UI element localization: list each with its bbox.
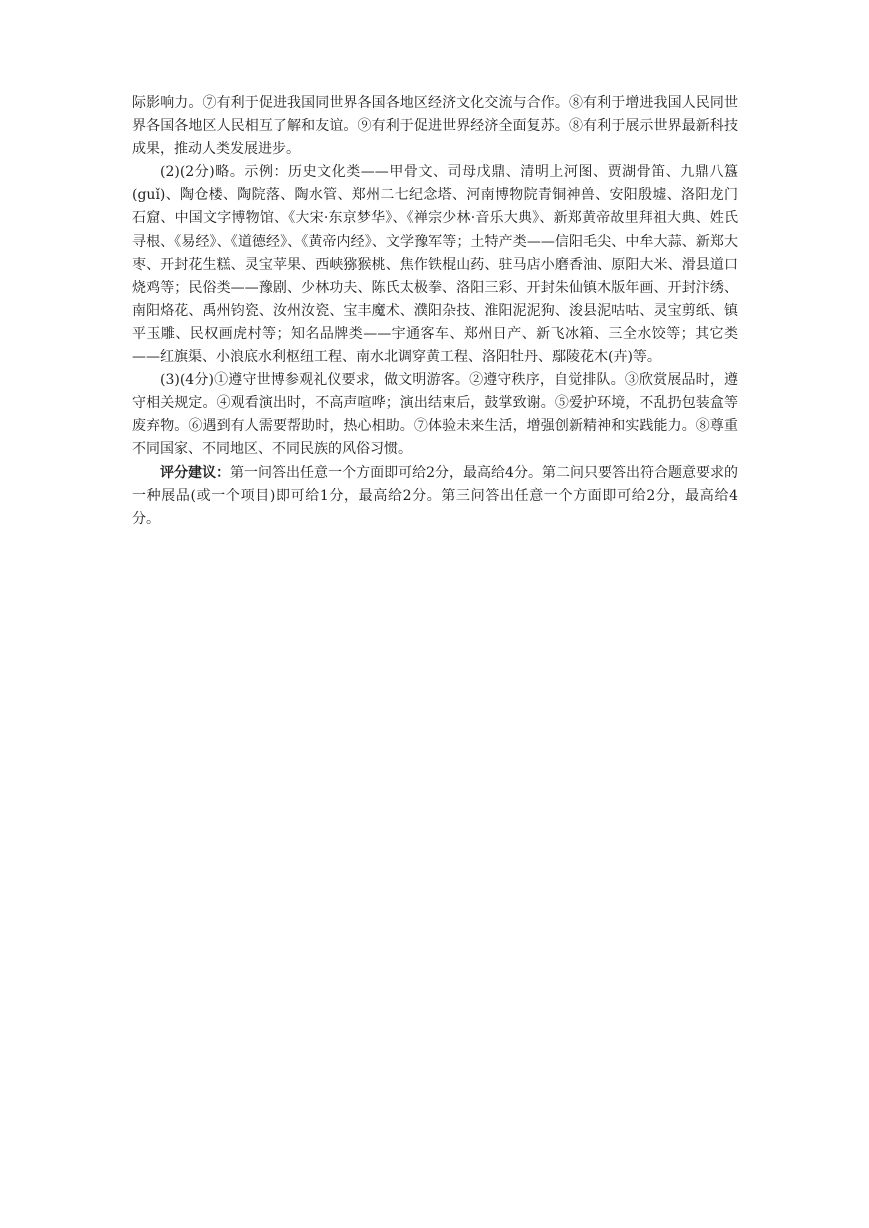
answer-paragraph-3: (3)(4分)①遵守世博参观礼仪要求，做文明游客。②遵守秩序，自觉排队。③欣赏展品时，遵守相关规定。④观看演出时，不高声喧哗；演出结束后，鼓掌致谢。⑤爱护环境，不乱扔包装盒等废弃物。⑥遇到有人需要帮助时，热心相助。⑦体验未来生活，增强创新精神和实践能力。⑧尊重不同国家、不同地区、不同民族的风俗习惯。 [132, 372, 738, 458]
scoring-text: 第一问答出任意一个方面即可给2分，最高给4分。第二问只要答出符合题意要求的一种展品(或一个项目)即可给1分，最高给2分。第三问答出任意一个方面即可给2分，最高给4分。 [132, 464, 739, 527]
answer-paragraph-1: 际影响力。⑦有利于促进我国同世界各国各地区经济文化交流与合作。⑧有利于增进我国人民同世界各国各地区人民相互了解和友谊。⑨有利于促进世界经济全面复苏。⑧有利于展示世界最新科技成果，推动人类发展进步。 [132, 95, 738, 158]
scoring-paragraph [132, 462, 738, 531]
answer-document [132, 92, 738, 531]
answer-paragraph-2: (2)(2分)略。示例：历史文化类——甲骨文、司母戊鼎、清明上河图、贾湖骨笛、九鼎八簋(guǐ)、陶仓楼、陶院落、陶水管、郑州二七纪念塔、河南博物院青铜神兽、安阳殷墟、洛阳龙门石窟、中国文字博物馆、《大宋·东京梦华》、《禅宗少林·音乐大典》、新郑黄帝故里拜祖大典、姓氏寻根、《易经》、《道德经》、《黄帝内经》、文学豫军等；土特产类——信阳毛尖、中牟大蒜、新郑大枣、开封花生糕、灵宝苹果、西峡猕猴桃、焦作铁棍山药、驻马店小磨香油、原阳大米、滑县道口烧鸡等；民俗类——豫剧、少林功夫、陈氏太极拳、洛阳三彩、开封朱仙镇木版年画、开封汴绣、南阳烙花、禹州钧瓷、汝州汝瓷、宝丰魔术、濮阳杂技、淮阳泥泥狗、浚县泥咕咕、灵宝剪纸、镇平玉雕、民权画虎村等；知名品牌类——宇通客车、郑州日产、新飞冰箱、三全水饺等；其它类——红旗渠、小浪底水利枢纽工程、南水北调穿黄工程、洛阳牡丹、鄢陵花木(卉)等。 [132, 164, 738, 366]
scoring-label: 评分建议： [160, 464, 231, 481]
